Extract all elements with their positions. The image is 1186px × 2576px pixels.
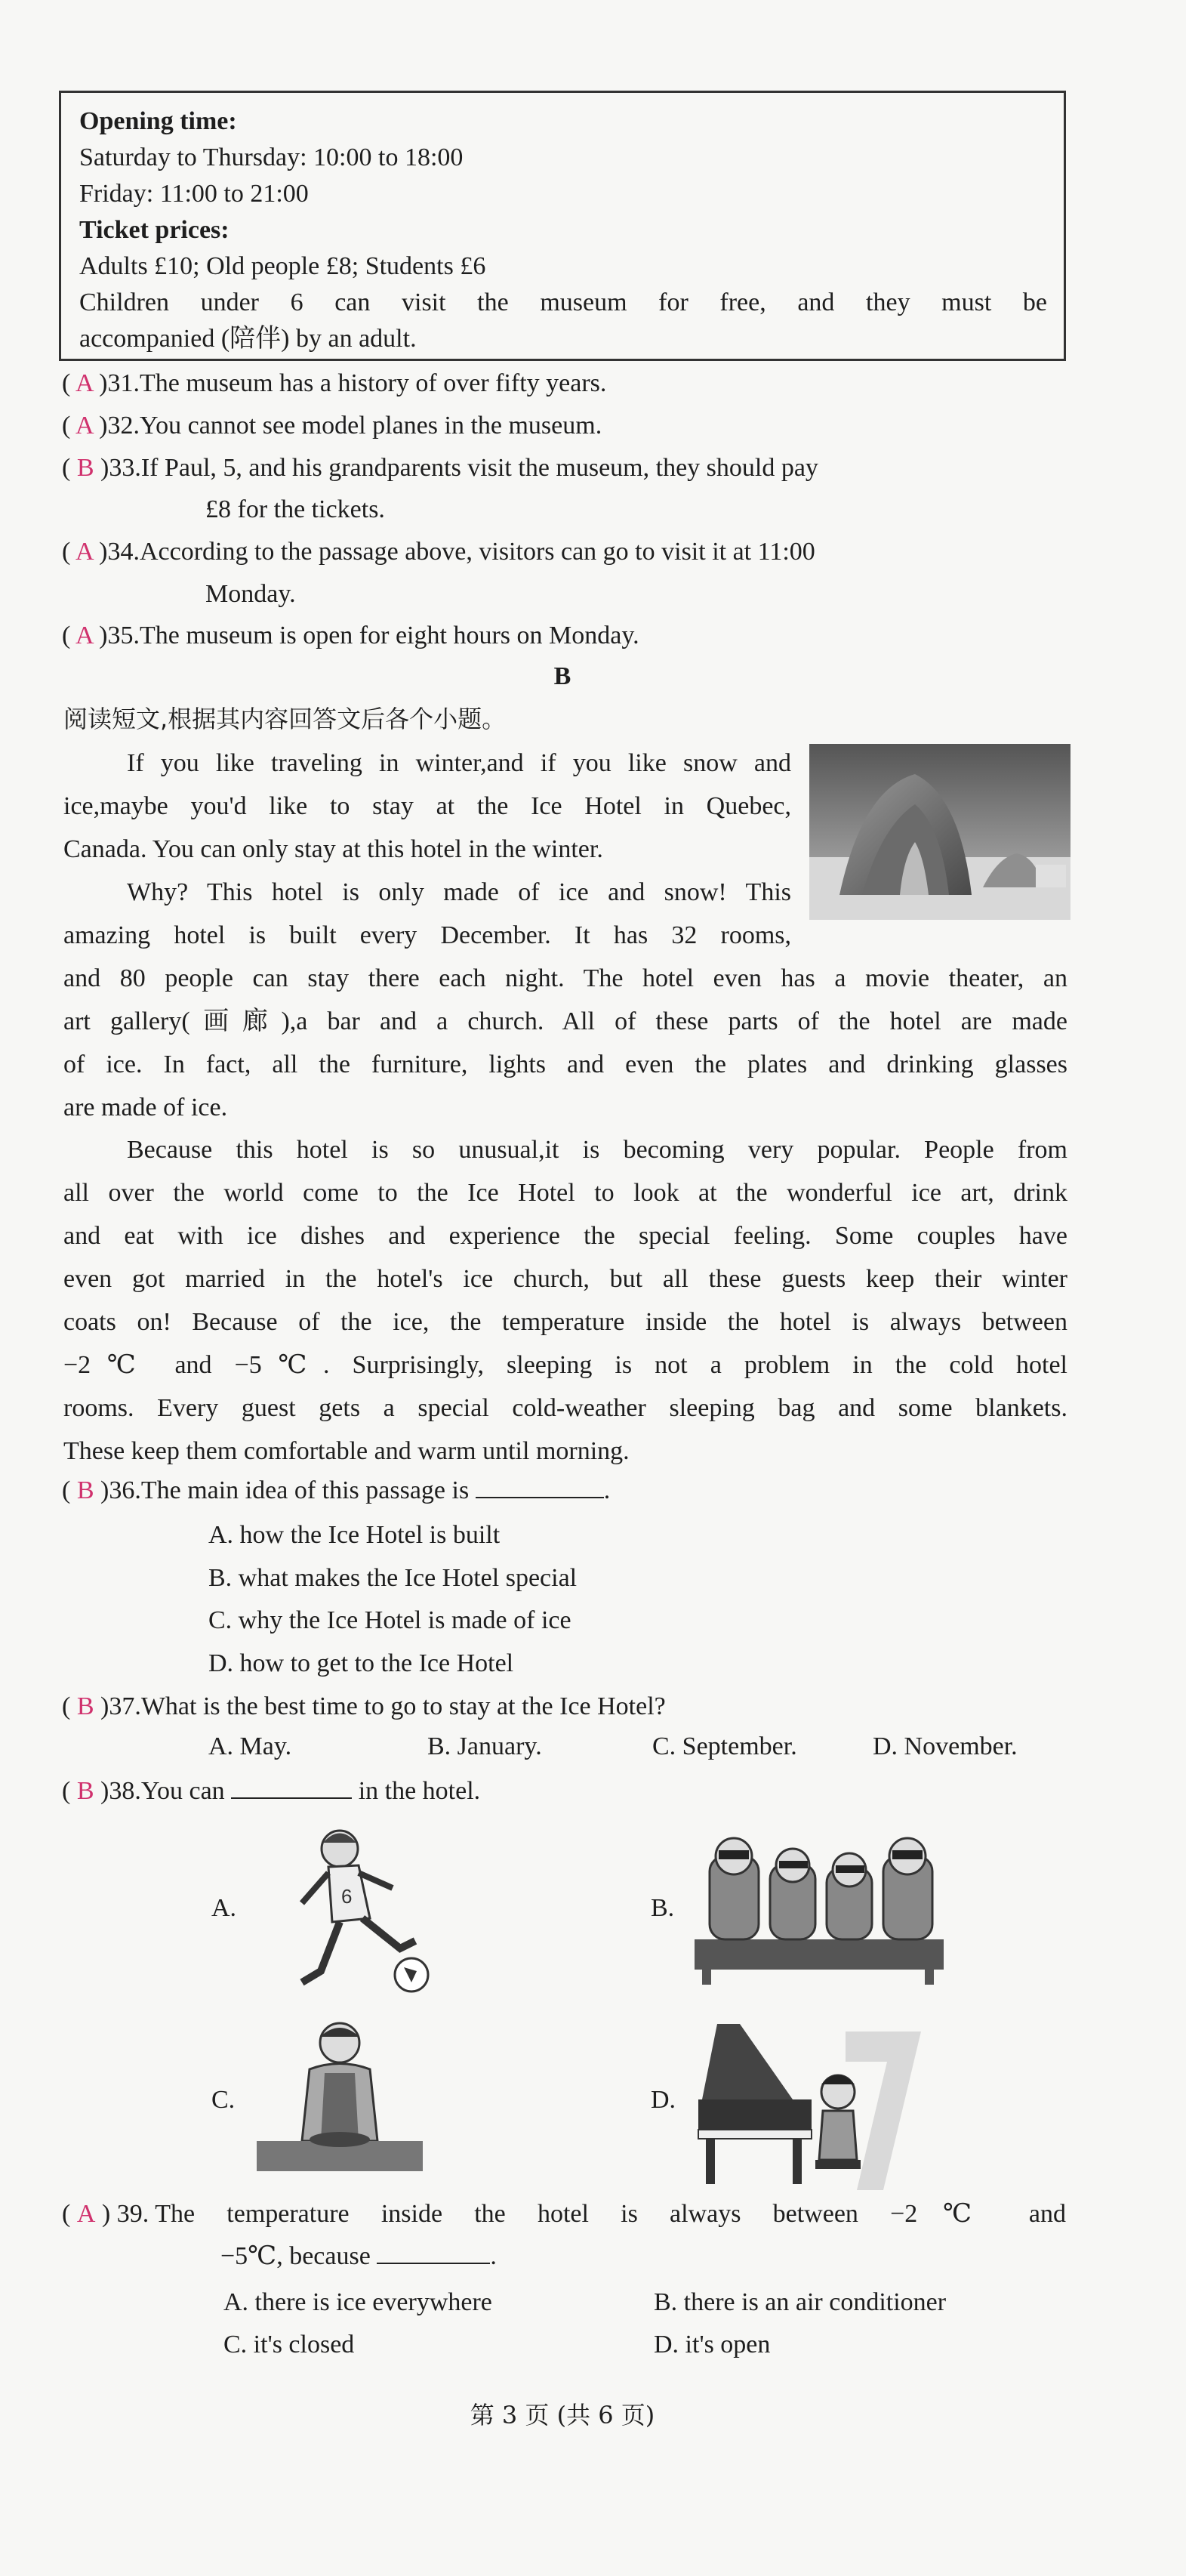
paragraph-line: Canada. You can only stay at this hotel in the winter. bbox=[63, 835, 603, 863]
q36-option-c: C. why the Ice Hotel is made of ice bbox=[208, 1606, 571, 1634]
question-number: )33. bbox=[100, 454, 141, 482]
ice-hotel-photo bbox=[809, 744, 1070, 920]
movie-theater-picture bbox=[695, 1826, 944, 1985]
question-35: ( A )35.The museum is open for eight hours on Monday. bbox=[62, 622, 639, 649]
q37-option-b: B. January. bbox=[427, 1732, 542, 1760]
paragraph-line: −2℃ and −5℃. Surprisingly, sleeping is not a problem in the cold hotel bbox=[63, 1351, 1067, 1379]
paragraph-line: These keep them comfortable and warm until morning. bbox=[63, 1437, 630, 1465]
q38-option-a-label: A. bbox=[211, 1894, 237, 1922]
question-text: The museum has a history of over fifty years. bbox=[139, 369, 607, 397]
question-number: )34. bbox=[99, 538, 140, 566]
question-number: )37. bbox=[100, 1692, 141, 1720]
q39-option-b: B. there is an air conditioner bbox=[654, 2288, 947, 2316]
paragraph-line: and eat with ice dishes and experience the special feeling. Some couples have bbox=[63, 1222, 1067, 1250]
answer-mark: A bbox=[75, 622, 93, 649]
question-33-continued: £8 for the tickets. bbox=[205, 495, 385, 523]
q39-option-a: A. there is ice everywhere bbox=[223, 2288, 492, 2316]
question-text-after: in the hotel. bbox=[358, 1777, 481, 1805]
question-34-continued: Monday. bbox=[205, 580, 296, 608]
q39-option-d: D. it's open bbox=[654, 2331, 771, 2359]
q38-option-d-label: D. bbox=[651, 2086, 676, 2114]
paragraph-line: all over the world come to the Ice Hotel to look at the wonderful ice art, drink bbox=[63, 1179, 1067, 1207]
page-footer: 第 3 页 (共 6 页) bbox=[470, 2401, 655, 2429]
question-34: ( A )34.According to the passage above, visitors can go to visit it at 11:00 bbox=[62, 538, 815, 566]
q36-option-a: A. how the Ice Hotel is built bbox=[208, 1521, 501, 1549]
answer-mark: B bbox=[76, 1476, 94, 1504]
paragraph-line: If you like traveling in winter,and if you like snow and bbox=[127, 749, 791, 777]
question-text: The museum is open for eight hours on Monday. bbox=[139, 622, 639, 649]
section-b-title: B bbox=[553, 662, 571, 690]
answer-mark: A bbox=[76, 2200, 96, 2228]
answer-blank bbox=[476, 1474, 604, 1498]
question-text: The temperature inside the hotel is always between −2℃ and bbox=[155, 2200, 1066, 2228]
question-number: )32. bbox=[99, 412, 140, 440]
paragraph-line: are made of ice. bbox=[63, 1094, 228, 1121]
museum-info-box bbox=[59, 91, 1066, 361]
paragraph-1 bbox=[63, 742, 791, 871]
opening-time-line-2: Friday: 11:00 to 21:00 bbox=[79, 180, 309, 208]
piano-picture bbox=[695, 2009, 929, 2194]
paragraph-2-bottom bbox=[63, 957, 1067, 1129]
answer-mark: B bbox=[76, 1777, 94, 1805]
opening-time-heading: Opening time: bbox=[79, 107, 237, 135]
question-text: The main idea of this passage is bbox=[140, 1476, 470, 1504]
paragraph-line: Why? This hotel is only made of ice and snow! This bbox=[127, 878, 791, 906]
question-number: ) 39. bbox=[101, 2200, 149, 2228]
answer-mark: A bbox=[75, 538, 93, 566]
paragraph-line: art gallery(画廊),a bar and a church. All of these parts of the hotel are made bbox=[63, 1007, 1067, 1035]
answer-mark: B bbox=[76, 1692, 94, 1720]
svg-text:6: 6 bbox=[341, 1885, 353, 1908]
question-number: )38. bbox=[100, 1777, 141, 1805]
paragraph-line: ice,maybe you'd like to stay at the Ice Hotel in Quebec, bbox=[63, 792, 791, 820]
answer-blank bbox=[231, 1775, 352, 1799]
answer-mark: A bbox=[75, 369, 93, 397]
question-text: According to the passage above, visitors can go to visit it at 11:00 bbox=[139, 538, 815, 566]
q37-option-d: D. November. bbox=[873, 1732, 1018, 1760]
question-32: ( A )32.You cannot see model planes in the museum. bbox=[62, 412, 602, 440]
question-33: ( B )33.If Paul, 5, and his grandparents visit the museum, they should pay bbox=[62, 454, 818, 482]
paragraph-line: of ice. In fact, all the furniture, lights and even the plates and drinking glasses bbox=[63, 1050, 1067, 1078]
question-number: )35. bbox=[99, 622, 140, 649]
q39-option-c: C. it's closed bbox=[223, 2331, 355, 2359]
q38-option-b-label: B. bbox=[651, 1894, 675, 1922]
ticket-prices-line-2: Children under 6 can visit the museum for free, and they must be bbox=[79, 288, 1047, 316]
q36-option-d: D. how to get to the Ice Hotel bbox=[208, 1649, 514, 1677]
paragraph-line: amazing hotel is built every December. It has 32 rooms, bbox=[63, 921, 791, 949]
question-39-continued: −5℃, because . bbox=[220, 2238, 497, 2275]
question-number: )36. bbox=[100, 1476, 141, 1504]
question-39: ( A ) 39. The temperature inside the hotel is always between −2℃ and bbox=[62, 2196, 1066, 2232]
paragraph-line: and 80 people can stay there each night. The hotel even has a movie theater, an bbox=[63, 964, 1067, 992]
question-text: You can bbox=[140, 1777, 225, 1805]
question-number: )31. bbox=[99, 369, 140, 397]
paragraph-2-top bbox=[63, 871, 791, 957]
question-text: If Paul, 5, and his grandparents visit the museum, they should pay bbox=[140, 454, 818, 482]
cook-picture bbox=[257, 2013, 423, 2179]
question-text: What is the best time to go to stay at the Ice Hotel? bbox=[140, 1692, 666, 1720]
paragraph-line: even got married in the hotel's ice church, but all these guests keep their winter bbox=[63, 1265, 1067, 1293]
question-text: You cannot see model planes in the museum. bbox=[139, 412, 602, 440]
opening-time-line-1: Saturday to Thursday: 10:00 to 18:00 bbox=[79, 143, 464, 171]
ticket-prices-heading: Ticket prices: bbox=[79, 216, 229, 244]
question-37: ( B )37.What is the best time to go to stay at the Ice Hotel? bbox=[62, 1692, 666, 1720]
football-player-picture bbox=[287, 1820, 438, 2001]
q38-option-c-label: C. bbox=[211, 2086, 236, 2114]
answer-mark: A bbox=[75, 412, 93, 440]
ticket-prices-line-3: accompanied (陪伴) by an adult. bbox=[79, 325, 417, 353]
paragraph-line: rooms. Every guest gets a special cold-weather sleeping bag and some blankets. bbox=[63, 1394, 1067, 1422]
question-31: ( A )31.The museum has a history of over fifty years. bbox=[62, 369, 607, 397]
paragraph-line: Because this hotel is so unusual,it is becoming very popular. People from bbox=[127, 1136, 1067, 1164]
ticket-prices-line-1: Adults £10; Old people £8; Students £6 bbox=[79, 252, 486, 280]
answer-blank bbox=[377, 2240, 490, 2264]
answer-mark: B bbox=[76, 454, 94, 482]
question-36: ( B )36.The main idea of this passage is . bbox=[62, 1473, 610, 1509]
paragraph-line: coats on! Because of the ice, the temperature inside the hotel is always between bbox=[63, 1308, 1067, 1336]
paragraph-3 bbox=[63, 1128, 1067, 1473]
q37-option-c: C. September. bbox=[652, 1732, 797, 1760]
q36-option-b: B. what makes the Ice Hotel special bbox=[208, 1564, 578, 1592]
section-b-instruction: 阅读短文,根据其内容回答文后各个小题。 bbox=[63, 705, 507, 733]
question-38: ( B )38.You can in the hotel. bbox=[62, 1773, 480, 1809]
question-text-continued: −5℃, because bbox=[220, 2242, 371, 2270]
q37-option-a: A. May. bbox=[208, 1732, 292, 1760]
